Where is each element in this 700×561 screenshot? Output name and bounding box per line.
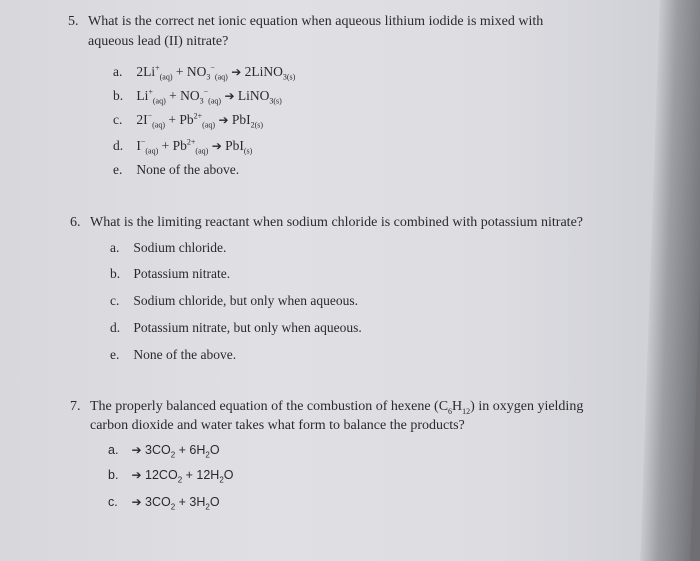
q6-option-c	[110, 293, 358, 309]
q5-option-a	[113, 63, 295, 81]
option-text: None of the above.	[136, 162, 240, 177]
question-number: 6.	[70, 215, 81, 230]
option-letter: a.	[110, 240, 120, 255]
question-text-line-1: The properly balanced equation of the combustion of hexene $(C_6H_{12})$ in oxygen yielding	[90, 399, 584, 416]
question-text: What is the limiting reactant when sodium chloride is combined with potassium nitrate?	[90, 215, 584, 230]
q6-option-a	[110, 240, 226, 256]
option-text: Sodium chloride.	[133, 240, 227, 255]
option-letter: c.	[108, 495, 118, 509]
option-letter: d.	[113, 137, 124, 153]
option-letter: b.	[108, 468, 119, 482]
q5-option-c	[113, 111, 263, 129]
q5-option-d	[113, 137, 252, 155]
option-letter: b.	[110, 266, 121, 281]
option-text: Sodium chloride, but only when aqueous.	[133, 293, 358, 308]
q7-option-c	[108, 495, 220, 512]
option-letter: c.	[113, 111, 123, 127]
q5-option-e	[113, 162, 239, 178]
option-equation: ➔ $3CO_2 + 6H_2O$	[131, 443, 220, 460]
option-letter: a.	[108, 443, 119, 457]
option-letter: c.	[110, 293, 120, 308]
option-equation: $2I^-_{(aq)} + Pb^{2+}_{(aq)}$ ➔ PbI$_{2(s)}$	[136, 111, 264, 130]
option-text: Potassium nitrate.	[133, 266, 231, 281]
q6-option-b	[110, 266, 230, 282]
option-letter: b.	[113, 87, 124, 103]
question-text-line-1: What is the correct net ionic equation when aqueous lithium iodide is mixed with	[88, 14, 544, 29]
q5-option-b	[113, 87, 282, 105]
option-equation: $Li^+_{(aq)} + NO_3^-_{(aq)}$ ➔ LiNO$_{3(s)}$	[136, 87, 282, 106]
question-number: 5.	[68, 14, 79, 29]
q6-option-d	[110, 320, 362, 336]
option-equation: $2Li^+_{(aq)} + NO_3^-_{(aq)}$ ➔ 2LiNO$_{3(s)}$	[136, 63, 296, 82]
q7-option-b	[108, 468, 234, 485]
option-equation: $I^-_{(aq)} + Pb^{2+}_{(aq)}$ ➔ PbI$_{(s)}$	[136, 137, 253, 156]
option-equation: ➔ $3CO_2 + 3H_2O$	[131, 495, 220, 512]
q6-option-e	[110, 347, 236, 363]
question-text-line-2: aqueous lead (II) nitrate?	[88, 34, 229, 49]
question-text-line-2: carbon dioxide and water takes what form to balance the products?	[90, 418, 465, 433]
option-text: None of the above.	[133, 347, 237, 362]
option-letter: a.	[113, 63, 123, 79]
q7-option-a	[108, 443, 220, 460]
option-letter: e.	[113, 162, 123, 177]
option-text: Potassium nitrate, but only when aqueous.	[133, 320, 362, 335]
option-letter: d.	[110, 320, 121, 335]
option-equation: ➔ $12CO_2 + 12H_2O$	[131, 468, 234, 485]
option-letter: e.	[110, 347, 120, 362]
question-number: 7.	[70, 399, 81, 414]
